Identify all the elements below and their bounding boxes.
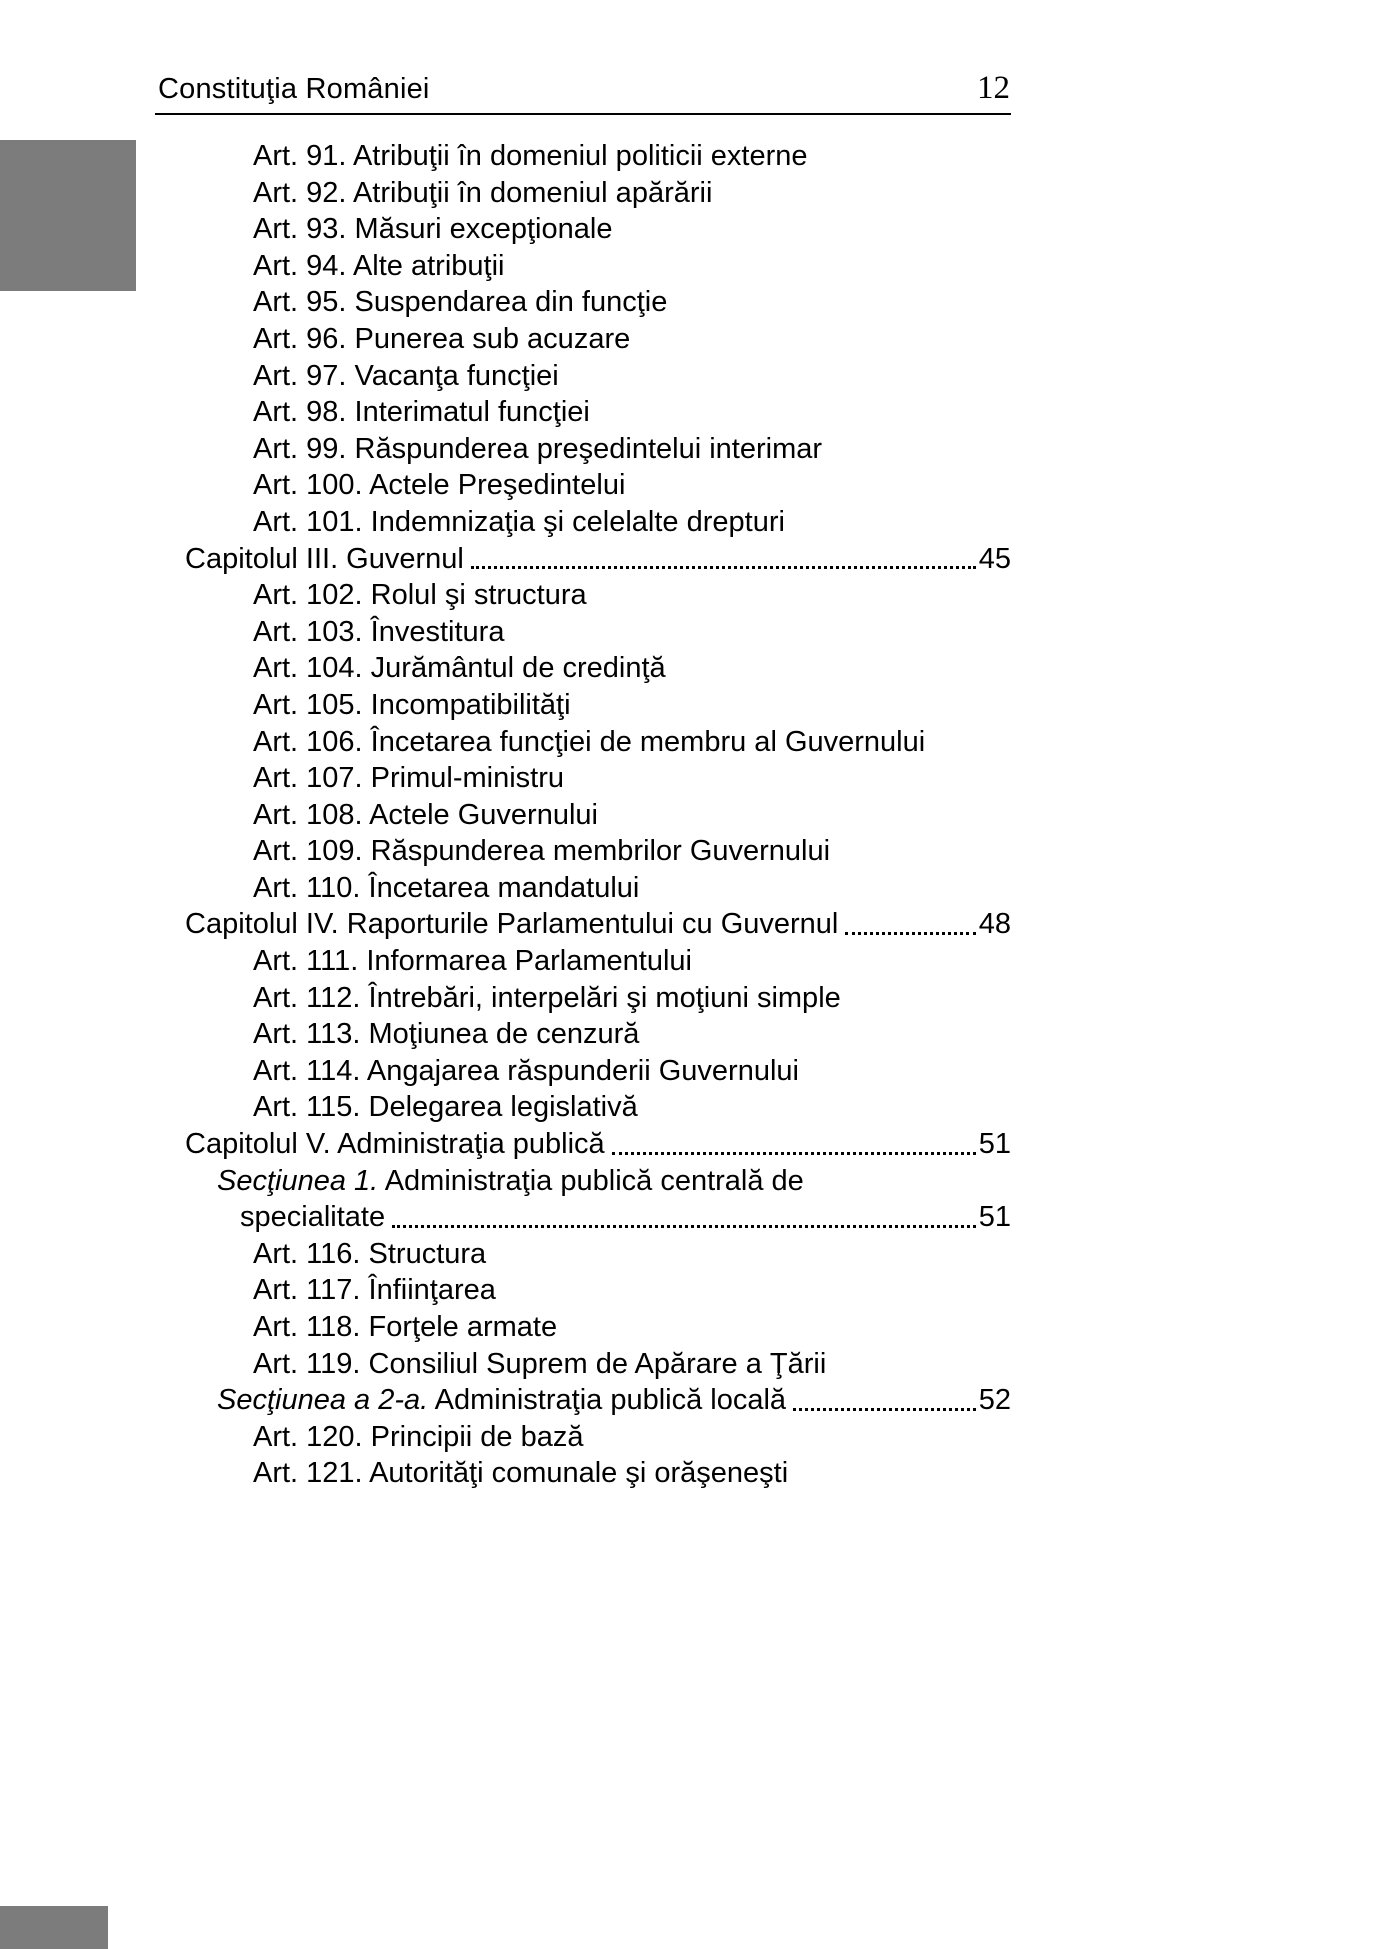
toc-entry [185, 906, 1011, 943]
dot-leader [793, 1408, 976, 1411]
toc-entry-text: Capitolul III. Guvernul [185, 542, 464, 575]
toc-entry [253, 1419, 1011, 1456]
toc-entry-text: Secţiunea a 2-a. Administraţia publică locală [217, 1384, 787, 1417]
toc-entry [253, 797, 1011, 834]
toc-entry-section-label: Secţiunea 1. [217, 1164, 379, 1197]
toc-entry-text: Art. 91. Atribuţii în domeniul politicii externe [253, 140, 808, 172]
toc-entry-text: Capitolul IV. Raporturile Parlamentului cu Guvernul [185, 908, 839, 941]
toc-entry [217, 1163, 1011, 1200]
toc-entry [253, 724, 1011, 761]
toc-entry-text: Art. 117. Înfiinţarea [253, 1274, 496, 1307]
toc-entry [253, 833, 1011, 870]
toc-entry-text: Art. 101. Indemnizaţia şi celelalte drepturi [253, 505, 785, 538]
page-number: 12 [977, 70, 1010, 106]
toc-entry-text: Art. 107. Primul-ministru [253, 762, 565, 795]
toc-page-number: 45 [978, 542, 1011, 575]
toc-entry-text: Art. 103. Învestitura [253, 615, 505, 648]
toc-page-number: 48 [978, 908, 1011, 941]
thumb-index-tab-bottom [0, 1906, 108, 1949]
toc-entry [253, 943, 1011, 980]
toc-entry-text: Capitolul V. Administraţia publică [185, 1128, 605, 1161]
toc-entry [253, 431, 1011, 468]
toc-entry-text: Art. 100. Actele Preşedintelui [253, 469, 626, 502]
toc-entry-text: Art. 116. Structura [253, 1237, 487, 1270]
toc-page-number: 51 [978, 1201, 1011, 1234]
toc-entry-text: specialitate [240, 1201, 386, 1234]
toc-entry [253, 138, 1011, 175]
toc-entry [253, 504, 1011, 541]
toc-entry [253, 1053, 1011, 1090]
toc-entry [253, 1455, 1011, 1492]
toc-entry [253, 870, 1011, 907]
toc-entry-text: Art. 121. Autorităţi comunale şi orăşeneşti [253, 1457, 789, 1490]
toc-entry [253, 687, 1011, 724]
toc-entry [253, 760, 1011, 797]
toc-entry [253, 358, 1011, 395]
toc-entry [253, 394, 1011, 431]
toc-entry [253, 614, 1011, 651]
toc-entry [253, 175, 1011, 212]
toc-entry [253, 1309, 1011, 1346]
toc-entry-text: Art. 96. Punerea sub acuzare [253, 322, 631, 355]
toc-entry [253, 1272, 1011, 1309]
toc-entry [253, 1089, 1011, 1126]
toc-entry-text: Art. 109. Răspunderea membrilor Guvernului [253, 835, 831, 868]
thumb-index-tab-top [0, 140, 136, 291]
toc-entry-text: Art. 92. Atribuţii în domeniul apărării [253, 176, 713, 209]
toc-entry-text: Art. 113. Moţiunea de cenzură [253, 1018, 640, 1051]
toc-entry [185, 1126, 1011, 1163]
toc-entry-text: Art. 112. Întrebări, interpelări şi moţiuni simple [253, 981, 841, 1014]
toc-entry [253, 211, 1011, 248]
toc-entry [253, 577, 1011, 614]
toc-entry-text: Secţiunea 1. Administraţia publică centrală de [217, 1164, 804, 1197]
toc-entry-text: Art. 118. Forţele armate [253, 1311, 558, 1343]
toc-entry-text: Art. 119. Consiliul Suprem de Apărare a Ţării [253, 1347, 827, 1380]
toc-entry-text: Art. 102. Rolul şi structura [253, 579, 587, 612]
toc-entry-text: Art. 114. Angajarea răspunderii Guvernului [253, 1054, 799, 1087]
toc-entry-text: Art. 115. Delegarea legislativă [253, 1091, 638, 1124]
toc-entry [253, 1016, 1011, 1053]
toc-entry-text: Art. 110. Încetarea mandatului [253, 871, 640, 904]
dot-leader [612, 1152, 976, 1155]
toc-entry-text: Art. 97. Vacanţa funcţiei [253, 359, 559, 392]
toc-entry [253, 1236, 1011, 1273]
toc-entry [253, 321, 1011, 358]
toc-entry-text: Art. 93. Măsuri excepţionale [253, 213, 613, 246]
toc-entry [217, 1382, 1011, 1419]
toc-entry-text: Art. 94. Alte atribuţii [253, 249, 505, 282]
toc-entry [253, 1346, 1011, 1383]
document-title: Constituţia României [158, 73, 430, 105]
toc-entry [253, 650, 1011, 687]
toc-entry-text: Art. 111. Informarea Parlamentului [253, 945, 692, 978]
toc-entry-text: Art. 98. Interimatul funcţiei [253, 396, 590, 429]
toc-entry-text: Art. 104. Jurământul de credinţă [253, 652, 666, 685]
toc-entry [185, 541, 1011, 578]
page-header [158, 70, 1010, 107]
dot-leader [471, 566, 976, 569]
toc-entry [253, 467, 1011, 504]
toc-entry-text: Art. 95. Suspendarea din funcţie [253, 286, 668, 319]
toc-entry-text: Art. 108. Actele Guvernului [253, 798, 598, 831]
toc-page-number: 51 [978, 1128, 1011, 1161]
dot-leader [845, 932, 975, 935]
toc-page-number: 52 [978, 1384, 1011, 1417]
toc-entry-text: Art. 99. Răspunderea preşedintelui interimar [253, 432, 823, 465]
toc-entry-text: Art. 105. Incompatibilităţi [253, 688, 571, 721]
table-of-contents [160, 138, 1011, 1492]
toc-entry [253, 248, 1011, 285]
toc-entry-text: Art. 106. Încetarea funcţiei de membru al Guvernului [253, 725, 926, 758]
toc-entry [240, 1199, 1011, 1236]
toc-entry [253, 980, 1011, 1017]
toc-entry-text: Art. 120. Principii de bază [253, 1420, 584, 1453]
toc-entry [253, 284, 1011, 321]
header-rule [155, 113, 1011, 115]
toc-entry-section-label: Secţiunea a 2-a. [217, 1384, 429, 1417]
dot-leader [392, 1225, 976, 1228]
